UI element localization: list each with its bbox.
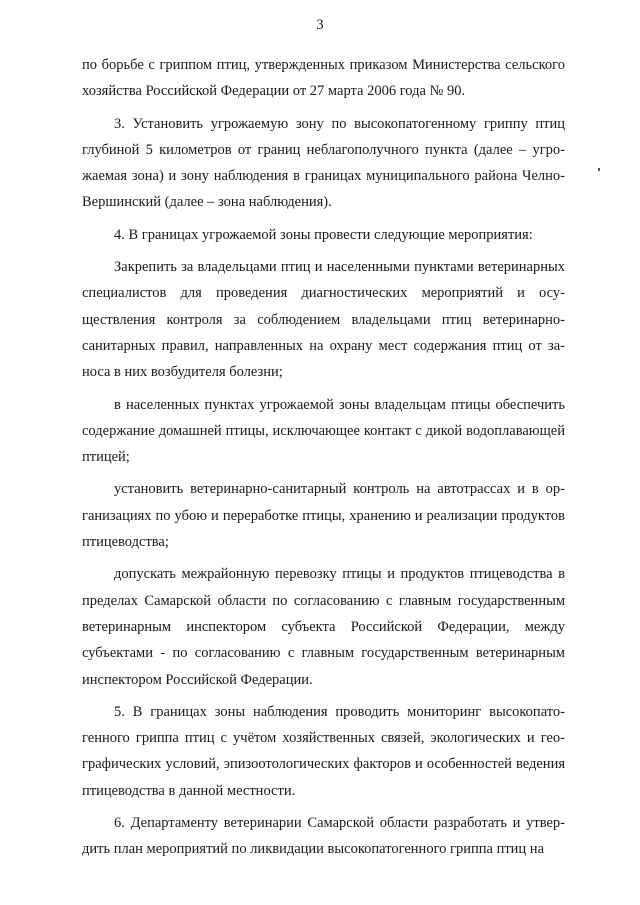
scan-speck bbox=[598, 168, 600, 171]
paragraph-item-5: 5. В границах зоны наблюдения проводить мониторинг высокопатогенного гриппа птиц с учётом хозяйственных связей, экологических и географических условий, эпизоотологических факторов и особенностей ведения птицеводства в данной местности. bbox=[82, 703, 565, 799]
paragraph-item-3: 3. Установить угрожаемую зону по высокопатогенному гриппу птиц глубиной 5 километров от границ неблагополучного пункта (далее – угрожаемая зона) и зону наблюдения в границах муниципального района Челно-Вершинский (далее – зона наблюдения). bbox=[82, 115, 565, 211]
paragraph-subitem-transport: допускать межрайонную перевозку птицы и продуктов птицеводства в пределах Самарской области по согласованию с главным государственным ветеринарным инспектором субъекта Российской Федерации, между субъектами - по согласованию с главным государственным ветеринарным инспектором Российской Федерации. bbox=[82, 566, 565, 688]
page-number: 3 bbox=[316, 17, 324, 33]
paragraph-subitem-sanitary-control: установить ветеринарно-санитарный контроль на автотрассах и в организациях по убою и переработке птицы, хранению и реализации продуктов птицеводства; bbox=[82, 481, 565, 551]
paragraph-item-6: 6. Департаменту ветеринарии Самарской области разработать и утвердить план мероприятий по ликвидации высокопатогенного гриппа птиц на bbox=[82, 815, 565, 858]
paragraph-item-4: 4. В границах угрожаемой зоны провести следующие мероприятия: bbox=[114, 226, 533, 243]
paragraph-subitem-poultry-keeping: в населенных пунктах угрожаемой зоны владельцам птицы обеспечить содержание домашней птицы, исключающее контакт с дикой водоплавающей птицей; bbox=[82, 396, 565, 466]
paragraph-continuation: по борьбе с гриппом птиц, утвержденных приказом Министерства сельского хозяйства Российской Федерации от 27 марта 2006 года № 90. bbox=[82, 57, 565, 100]
document-body bbox=[82, 52, 565, 869]
paragraph-subitem-assign-specialists: Закрепить за владельцами птиц и населенными пунктами ветеринарных специалистов для проведения диагностических мероприятий и осуществления контроля за соблюдением владельцами птиц ветеринарно-санитарных правил, направленных на охрану мест содержания птиц от заноса в них возбудителя болезни; bbox=[82, 259, 565, 381]
